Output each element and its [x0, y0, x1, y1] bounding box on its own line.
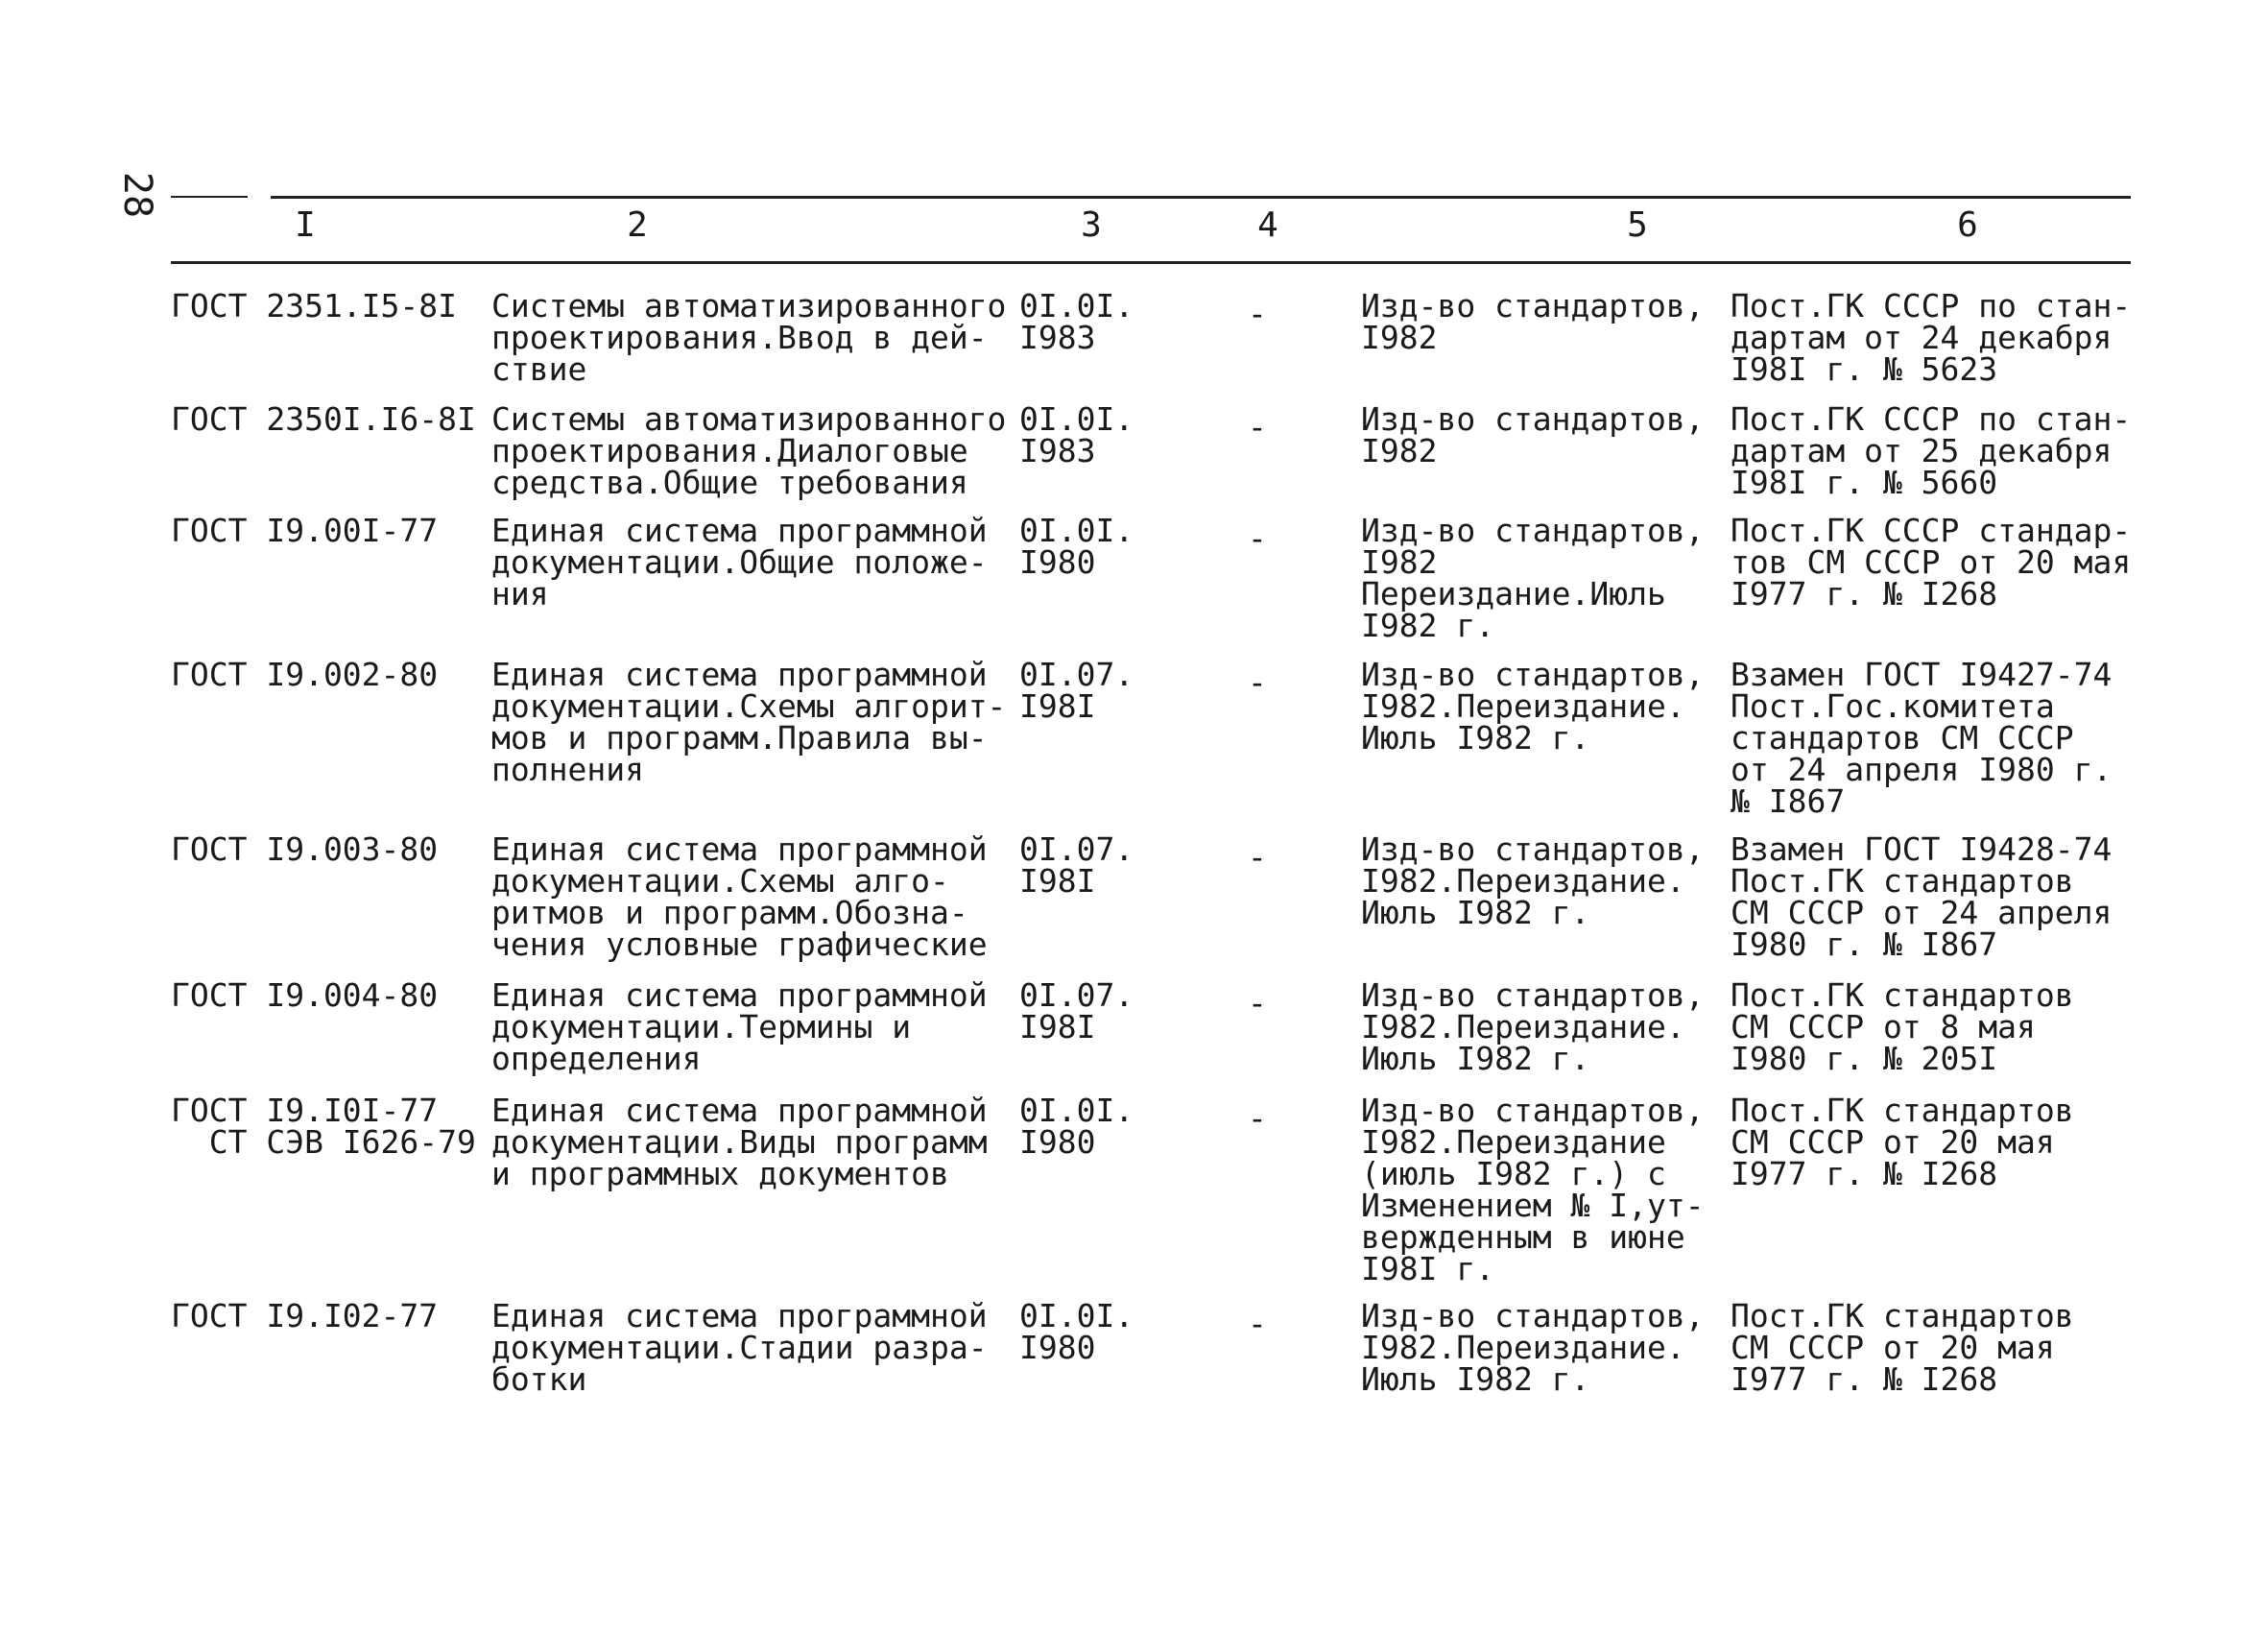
cell-line: Взамен ГОСТ I9428-74	[1731, 830, 2113, 868]
cell-line: I98I г. № 5660	[1731, 464, 1998, 501]
column-header-3: 3	[1081, 205, 1102, 245]
cell-line: -	[1248, 838, 1267, 876]
cell-line: I982	[1361, 319, 1438, 356]
cell-line: I98I	[1019, 1008, 1096, 1045]
cell-col-2	[491, 1297, 988, 1398]
cell-col-4	[1248, 1099, 1267, 1137]
cell-line: Пост.ГК стандартов	[1731, 976, 2074, 1014]
cell-line: I977 г. № I268	[1731, 1360, 1998, 1398]
cell-col-1	[171, 976, 439, 1014]
cell-line: ГОСТ I9.00I-77	[171, 512, 439, 549]
cell-line: Взамен ГОСТ I9427-74	[1731, 656, 2113, 693]
cell-col-4	[1248, 519, 1267, 557]
cell-line: I977 г. № I268	[1731, 575, 1998, 613]
cell-col-3	[1019, 512, 1134, 581]
cell-line: документации.Схемы алгорит-	[491, 687, 1007, 725]
cell-col-4	[1248, 838, 1267, 876]
cell-line: -	[1248, 295, 1267, 332]
cell-line: и программных документов	[491, 1155, 949, 1192]
cell-line: Пост.Гос.комитета	[1731, 687, 2055, 725]
cell-col-1	[171, 1092, 476, 1161]
column-header-2: 2	[627, 205, 648, 245]
cell-col-3	[1019, 400, 1134, 469]
cell-line: проектирования.Диалоговые	[491, 432, 968, 469]
table-header-rule	[171, 261, 2131, 264]
cell-col-2	[491, 512, 988, 613]
cell-col-6	[1731, 512, 2132, 613]
cell-line: Июль I982 г.	[1361, 1360, 1590, 1398]
cell-line: ГОСТ 2350I.I6-8I	[171, 400, 476, 438]
cell-line: ГОСТ I9.004-80	[171, 976, 439, 1014]
cell-line: Пост.ГК СССР по стан-	[1731, 400, 2132, 438]
cell-col-5	[1361, 976, 1705, 1077]
cell-line: 0I.07.	[1019, 976, 1134, 1014]
cell-line: ГОСТ I9.I02-77	[171, 1297, 439, 1334]
cell-line: Изд-во стандартов,	[1361, 1092, 1705, 1129]
cell-col-2	[491, 976, 988, 1077]
cell-line: Пост.ГК СССР по стан-	[1731, 287, 2132, 324]
cell-line: Единая система программной	[491, 1092, 988, 1129]
cell-line: Изд-во стандартов,	[1361, 976, 1705, 1014]
cell-line: средства.Общие требования	[491, 464, 968, 501]
cell-line: Пост.ГК стандартов	[1731, 1092, 2074, 1129]
cell-line: Единая система программной	[491, 512, 988, 549]
cell-line: чения условные графические	[491, 925, 988, 963]
cell-line: Июль I982 г.	[1361, 1040, 1590, 1077]
cell-line: (июль I982 г.) с	[1361, 1155, 1666, 1192]
cell-line: от 24 апреля I980 г.	[1731, 751, 2113, 788]
cell-line: 0I.0I.	[1019, 1092, 1134, 1129]
cell-line: Изд-во стандартов,	[1361, 1297, 1705, 1334]
cell-col-6	[1731, 656, 2113, 820]
cell-line: Единая система программной	[491, 976, 988, 1014]
cell-col-3	[1019, 1092, 1134, 1161]
cell-line: № I867	[1731, 782, 1846, 820]
cell-line: Переиздание.Июль	[1361, 575, 1666, 613]
cell-col-2	[491, 1092, 988, 1192]
cell-line: I983	[1019, 319, 1096, 356]
cell-line: тов СМ СССР от 20 мая	[1731, 543, 2132, 581]
cell-col-1	[171, 656, 439, 693]
cell-line: Единая система программной	[491, 1297, 988, 1334]
header-dash	[171, 196, 248, 198]
cell-col-5	[1361, 1094, 1705, 1285]
cell-line: I982	[1361, 432, 1438, 469]
cell-col-2	[491, 830, 988, 963]
cell-line: Изд-во стандартов,	[1361, 656, 1705, 693]
cell-line: документации.Схемы алго-	[491, 862, 949, 900]
cell-line: I98I г. № 5623	[1731, 350, 1998, 388]
cell-line: документации.Общие положе-	[491, 543, 988, 581]
cell-line: 0I.07.	[1019, 656, 1134, 693]
cell-line: I980 г. № 205I	[1731, 1040, 1998, 1077]
cell-line: Изд-во стандартов,	[1361, 512, 1705, 549]
cell-line: -	[1248, 1305, 1267, 1342]
cell-col-3	[1019, 976, 1134, 1045]
cell-line: документации.Стадии разра-	[491, 1329, 988, 1366]
cell-col-2	[491, 287, 1007, 388]
cell-line: I980 г. № I867	[1731, 925, 1998, 963]
cell-line: Единая система программной	[491, 830, 988, 868]
cell-col-2	[491, 400, 1007, 501]
cell-line: Изд-во стандартов,	[1361, 400, 1705, 438]
cell-line: I982.Переиздание	[1361, 1123, 1666, 1161]
cell-col-1	[171, 1297, 439, 1334]
page-number: 28	[115, 171, 159, 219]
cell-line: I977 г. № I268	[1731, 1155, 1998, 1192]
cell-line: СМ СССР от 20 мая	[1731, 1123, 2055, 1161]
cell-line: Системы автоматизированного	[491, 287, 1007, 324]
cell-line: документации.Термины и	[491, 1008, 912, 1045]
cell-col-1	[171, 400, 476, 438]
cell-col-1	[171, 512, 439, 549]
cell-line: Изд-во стандартов,	[1361, 830, 1705, 868]
cell-line: -	[1248, 1099, 1267, 1137]
cell-line: I982.Переиздание.	[1361, 862, 1685, 900]
cell-col-4	[1248, 295, 1267, 332]
cell-col-6	[1731, 1297, 2074, 1398]
cell-line: СТ СЭВ I626-79	[171, 1123, 476, 1161]
cell-line: Изменением № I,ут-	[1361, 1187, 1705, 1224]
cell-line: стандартов СМ СССР	[1731, 719, 2074, 757]
cell-line: ГОСТ I9.003-80	[171, 830, 439, 868]
cell-col-3	[1019, 287, 1134, 356]
cell-line: I980	[1019, 1123, 1096, 1161]
cell-line: вержденным в июне	[1361, 1218, 1685, 1256]
cell-line: I982.Переиздание.	[1361, 1329, 1685, 1366]
cell-line: Пост.ГК СССР стандар-	[1731, 512, 2132, 549]
cell-col-4	[1248, 984, 1267, 1021]
cell-col-4	[1248, 1305, 1267, 1342]
cell-line: I982	[1361, 543, 1438, 581]
cell-line: мов и программ.Правила вы-	[491, 719, 988, 757]
cell-col-3	[1019, 830, 1134, 900]
cell-line: проектирования.Ввод в дей-	[491, 319, 988, 356]
column-header-6: 6	[1957, 205, 1978, 245]
cell-col-5	[1361, 287, 1705, 356]
cell-line: Пост.ГК стандартов	[1731, 862, 2074, 900]
cell-line: I982.Переиздание.	[1361, 687, 1685, 725]
cell-line: ГОСТ I9.I0I-77	[171, 1092, 439, 1129]
cell-line: Системы автоматизированного	[491, 400, 1007, 438]
cell-line: определения	[491, 1040, 702, 1077]
cell-line: Июль I982 г.	[1361, 719, 1590, 757]
cell-col-6	[1731, 976, 2074, 1077]
table-top-rule	[271, 196, 2131, 199]
cell-line: дартам от 25 декабря	[1731, 432, 2113, 469]
cell-line: -	[1248, 519, 1267, 557]
cell-line: I98I	[1019, 862, 1096, 900]
cell-col-5	[1361, 400, 1705, 469]
cell-line: I980	[1019, 1329, 1096, 1366]
cell-line: Июль I982 г.	[1361, 894, 1590, 931]
column-header-5: 5	[1627, 205, 1648, 245]
cell-line: ствие	[491, 350, 587, 388]
cell-line: Изд-во стандартов,	[1361, 287, 1705, 324]
column-header-4: 4	[1257, 205, 1278, 245]
cell-line: I982.Переиздание.	[1361, 1008, 1685, 1045]
cell-line: I980	[1019, 543, 1096, 581]
cell-col-3	[1019, 656, 1134, 725]
cell-col-5	[1361, 1297, 1705, 1398]
cell-col-1	[171, 830, 439, 868]
cell-line: 0I.0I.	[1019, 287, 1134, 324]
cell-line: I98I г.	[1361, 1250, 1495, 1287]
cell-col-6	[1731, 830, 2113, 963]
cell-col-5	[1361, 512, 1705, 644]
cell-col-1	[171, 287, 458, 324]
cell-line: ГОСТ 2351.I5-8I	[171, 287, 458, 324]
cell-col-6	[1731, 400, 2132, 501]
cell-line: -	[1248, 984, 1267, 1021]
cell-col-6	[1731, 1092, 2074, 1192]
cell-line: ния	[491, 575, 549, 613]
cell-line: СМ СССР от 20 мая	[1731, 1329, 2055, 1366]
cell-line: 0I.0I.	[1019, 512, 1134, 549]
cell-line: документации.Виды программ	[491, 1123, 988, 1161]
cell-col-6	[1731, 287, 2132, 388]
cell-line: ботки	[491, 1360, 587, 1398]
cell-line: I983	[1019, 432, 1096, 469]
cell-line: 0I.0I.	[1019, 1297, 1134, 1334]
cell-line: СМ СССР от 24 апреля	[1731, 894, 2113, 931]
cell-line: -	[1248, 408, 1267, 445]
cell-col-4	[1248, 408, 1267, 445]
cell-col-2	[491, 656, 1007, 788]
cell-line: дартам от 24 декабря	[1731, 319, 2113, 356]
cell-col-3	[1019, 1297, 1134, 1366]
cell-line: ГОСТ I9.002-80	[171, 656, 439, 693]
cell-col-5	[1361, 830, 1705, 931]
cell-line: 0I.0I.	[1019, 400, 1134, 438]
cell-line: -	[1248, 663, 1267, 701]
cell-line: Единая система программной	[491, 656, 988, 693]
cell-line: I982 г.	[1361, 607, 1495, 644]
cell-line: ритмов и программ.Обозна-	[491, 894, 968, 931]
cell-line: 0I.07.	[1019, 830, 1134, 868]
cell-line: Пост.ГК стандартов	[1731, 1297, 2074, 1334]
cell-col-4	[1248, 663, 1267, 701]
cell-line: полнения	[491, 751, 644, 788]
cell-line: I98I	[1019, 687, 1096, 725]
column-header-1: I	[295, 205, 316, 245]
cell-col-5	[1361, 656, 1705, 757]
cell-line: СМ СССР от 8 мая	[1731, 1008, 2036, 1045]
